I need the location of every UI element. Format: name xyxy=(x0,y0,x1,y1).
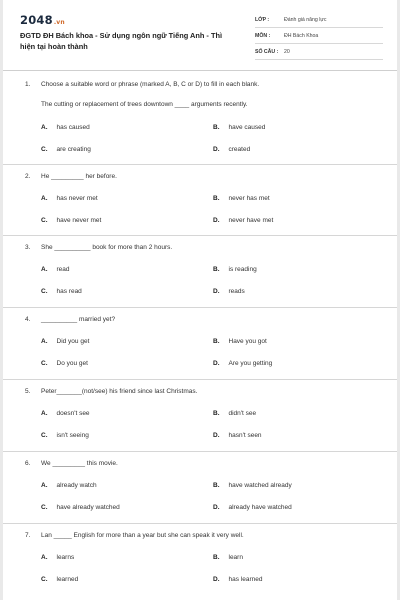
option-letter: A. xyxy=(41,195,48,202)
option-d[interactable] xyxy=(213,432,262,439)
option-letter: D. xyxy=(213,288,220,295)
question-number: 4. xyxy=(25,316,31,323)
option-d[interactable] xyxy=(213,576,262,583)
worksheet-page xyxy=(3,0,397,600)
option-letter: C. xyxy=(41,576,48,583)
option-a[interactable] xyxy=(41,482,97,489)
option-a[interactable] xyxy=(41,195,98,202)
meta-value: ĐH Bách Khoa xyxy=(284,32,319,39)
option-text: never have met xyxy=(228,217,274,224)
meta-key: MÔN : xyxy=(255,32,271,39)
option-letter: A. xyxy=(41,554,48,561)
option-text: hasn't seen xyxy=(228,432,262,439)
option-letter: D. xyxy=(213,146,220,153)
question-2 xyxy=(25,173,385,224)
option-text: Do you get xyxy=(56,360,88,367)
option-c[interactable] xyxy=(41,504,120,511)
option-letter: B. xyxy=(213,195,220,202)
option-letter: C. xyxy=(41,146,48,153)
option-text: have already watched xyxy=(56,504,120,511)
question-stem xyxy=(25,532,385,544)
option-b[interactable] xyxy=(213,410,256,417)
meta-row-class xyxy=(255,12,383,28)
option-a[interactable] xyxy=(41,338,89,345)
question-number: 3. xyxy=(25,244,31,251)
meta-key: LỚP : xyxy=(255,16,270,23)
question-text: __________ married yet? xyxy=(41,316,116,323)
option-text: Are you getting xyxy=(228,360,273,367)
option-b[interactable] xyxy=(213,482,292,489)
option-text: already watch xyxy=(56,482,97,489)
option-d[interactable] xyxy=(213,288,245,295)
meta-row-count xyxy=(255,44,383,60)
question-stem xyxy=(25,244,385,256)
question-stem xyxy=(25,460,385,472)
option-letter: C. xyxy=(41,217,48,224)
question-number: 6. xyxy=(25,460,31,467)
option-c[interactable] xyxy=(41,146,91,153)
option-c[interactable] xyxy=(41,288,82,295)
meta-info xyxy=(255,12,383,60)
logo-suffix: .vn xyxy=(53,19,65,26)
question-6 xyxy=(25,460,385,511)
header xyxy=(3,0,397,62)
question-3 xyxy=(25,244,385,295)
meta-key: SỐ CÂU : xyxy=(255,48,279,55)
question-4 xyxy=(25,316,385,367)
question-divider xyxy=(3,164,397,165)
option-d[interactable] xyxy=(213,504,292,511)
option-letter: D. xyxy=(213,360,220,367)
logo-text: 2048 xyxy=(20,13,53,27)
option-letter: B. xyxy=(213,338,220,345)
option-letter: B. xyxy=(213,410,220,417)
question-stem xyxy=(25,173,385,185)
question-number: 2. xyxy=(25,173,31,180)
option-d[interactable] xyxy=(213,146,250,153)
question-stem xyxy=(25,316,385,328)
question-text-2: The cutting or replacement of trees downtown ____ arguments recently. xyxy=(41,101,248,108)
option-letter: A. xyxy=(41,266,48,273)
question-1 xyxy=(25,81,385,153)
question-text: We _________ this movie. xyxy=(41,460,118,467)
question-number: 7. xyxy=(25,532,31,539)
option-text: never has met xyxy=(228,195,270,202)
option-letter: A. xyxy=(41,338,48,345)
option-c[interactable] xyxy=(41,576,78,583)
option-b[interactable] xyxy=(213,195,270,202)
option-c[interactable] xyxy=(41,360,88,367)
option-text: doesn't see xyxy=(56,410,90,417)
option-letter: B. xyxy=(213,124,220,131)
option-text: read xyxy=(56,266,70,273)
option-text: learn xyxy=(228,554,243,561)
option-c[interactable] xyxy=(41,217,101,224)
option-a[interactable] xyxy=(41,410,90,417)
question-divider xyxy=(3,307,397,308)
option-letter: D. xyxy=(213,504,220,511)
option-text: are creating xyxy=(56,146,91,153)
question-divider xyxy=(3,235,397,236)
option-text: already have watched xyxy=(228,504,292,511)
option-text: Did you get xyxy=(56,338,90,345)
option-text: has read xyxy=(56,288,82,295)
option-c[interactable] xyxy=(41,432,89,439)
option-text: has never met xyxy=(56,195,98,202)
option-text: didn't see xyxy=(228,410,257,417)
option-letter: C. xyxy=(41,360,48,367)
question-text: She __________ book for more than 2 hours. xyxy=(41,244,173,251)
worksheet-title: ĐGTD ĐH Bách khoa - Sử dụng ngôn ngữ Tiếng Anh - Thì hiện tại hoàn thành xyxy=(20,31,223,51)
option-a[interactable] xyxy=(41,124,90,131)
option-text: have watched already xyxy=(228,482,292,489)
option-a[interactable] xyxy=(41,266,70,273)
option-text: has learned xyxy=(228,576,263,583)
option-text: reads xyxy=(228,288,245,295)
option-letter: C. xyxy=(41,504,48,511)
option-letter: D. xyxy=(213,217,220,224)
option-text: created xyxy=(228,146,251,153)
question-divider xyxy=(3,379,397,380)
meta-value: Đánh giá năng lực xyxy=(284,16,327,23)
question-number: 5. xyxy=(25,388,31,395)
question-text: Choose a suitable word or phrase (marked A, B, C or D) to fill in each blank. xyxy=(41,81,260,88)
option-text: learned xyxy=(56,576,79,583)
header-divider xyxy=(3,70,397,71)
question-divider xyxy=(3,523,397,524)
question-7 xyxy=(25,532,385,583)
option-text: learns xyxy=(56,554,75,561)
option-a[interactable] xyxy=(41,554,74,561)
option-letter: B. xyxy=(213,482,220,489)
option-letter: C. xyxy=(41,288,48,295)
option-letter: D. xyxy=(213,432,220,439)
question-5 xyxy=(25,388,385,439)
option-text: is reading xyxy=(228,266,257,273)
question-divider xyxy=(3,451,397,452)
question-text: He _________ her before. xyxy=(41,173,117,180)
option-letter: A. xyxy=(41,124,48,131)
question-stem xyxy=(25,388,385,400)
option-text: Have you got xyxy=(228,338,267,345)
meta-value: 20 xyxy=(284,48,290,55)
option-text: has caused xyxy=(56,124,90,131)
option-letter: A. xyxy=(41,482,48,489)
option-letter: C. xyxy=(41,432,48,439)
option-d[interactable] xyxy=(213,217,273,224)
option-b[interactable] xyxy=(213,338,267,345)
option-letter: B. xyxy=(213,554,220,561)
option-b[interactable] xyxy=(213,124,265,131)
question-stem xyxy=(25,81,385,93)
option-b[interactable] xyxy=(213,266,257,273)
option-text: have never met xyxy=(56,217,102,224)
option-letter: B. xyxy=(213,266,220,273)
question-text: Peter_______(not/see) his friend since last Christmas. xyxy=(41,388,198,395)
option-letter: D. xyxy=(213,576,220,583)
question-text: Lan _____ English for more than a year but she can speak it very well. xyxy=(41,532,244,539)
site-logo[interactable] xyxy=(20,13,65,27)
option-text: isn't seeing xyxy=(56,432,89,439)
option-text: have caused xyxy=(228,124,266,131)
option-b[interactable] xyxy=(213,554,243,561)
option-letter: A. xyxy=(41,410,48,417)
meta-row-subject xyxy=(255,28,383,44)
question-number: 1. xyxy=(25,81,31,88)
option-d[interactable] xyxy=(213,360,272,367)
